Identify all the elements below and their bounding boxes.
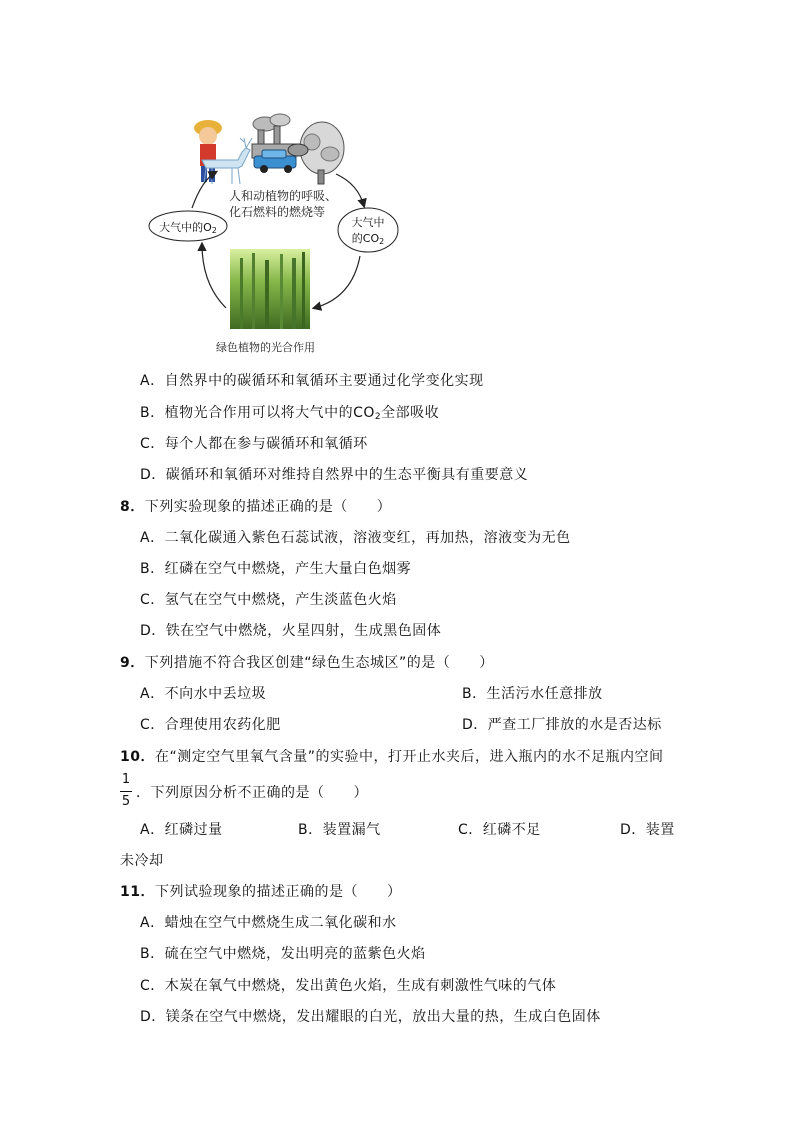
q10-option-d-continued: 未冷却: [120, 853, 164, 869]
process-label-line2: 化石燃料的燃烧等: [229, 205, 326, 219]
fraction-denominator: 5: [121, 794, 131, 809]
carbon-oxygen-cycle-diagram: [140, 108, 400, 358]
q7-option-b-text: B．植物光合作用可以将大气中的CO: [140, 405, 375, 421]
q10-option-d: D．装置: [620, 822, 675, 838]
co2-node-subscript: 2: [379, 237, 385, 246]
q11-option-a: A．蜡烛在空气中燃烧生成二氧化碳和水: [140, 915, 397, 931]
fraction-numerator: 1: [121, 772, 131, 787]
q8-number: 8．: [120, 499, 145, 515]
co2-node-line2: 的CO: [351, 232, 380, 245]
q10-option-c: C．红磷不足: [458, 822, 541, 838]
q7-option-b: [140, 404, 439, 426]
q11-stem: [120, 883, 401, 901]
q11-option-c: C．木炭在氧气中燃烧，发出黄色火焰，生成有刺激性气味的气体: [140, 978, 557, 994]
q7-option-d: D．碳循环和氧循环对维持自然界中的生态平衡具有重要意义: [140, 467, 529, 483]
forest-photo: [230, 249, 310, 329]
q9-number: 9．: [120, 655, 145, 671]
fraction-bar: [120, 791, 132, 792]
arrow-to-co2: [336, 174, 364, 206]
co2-node-line1: 大气中: [351, 216, 385, 229]
q11-number: 11．: [120, 884, 155, 900]
q11-option-b: B．硫在空气中燃烧，发出明亮的蓝紫色火焰: [140, 946, 426, 962]
q11-stem-text: 下列试验现象的描述正确的是（ ）: [154, 884, 402, 900]
q9-option-c: C．合理使用农药化肥: [140, 717, 281, 733]
diagram-caption: 绿色植物的光合作用: [216, 341, 315, 354]
q8-option-c: C．氢气在空气中燃烧，产生淡蓝色火焰: [140, 592, 397, 608]
q7-option-c: C．每个人都在参与碳循环和氧循环: [140, 436, 368, 452]
q9-option-a: A．不向水中丢垃圾: [140, 686, 267, 702]
q8-option-b: B．红磷在空气中燃烧，产生大量白色烟雾: [140, 561, 412, 577]
arrow-plants-to-o2: [202, 244, 226, 308]
o2-node-subscript: 2: [211, 226, 217, 235]
q8-stem-text: 下列实验现象的描述正确的是（ ）: [144, 499, 392, 515]
q8-stem: [120, 498, 391, 516]
q10-stem-continued: ．下列原因分析不正确的是（ ）: [136, 785, 368, 801]
o2-node-label: [150, 219, 226, 235]
q9-stem-text: 下列措施不符合我区创建“绿色生态城区”的是（ ）: [144, 655, 494, 671]
q7-option-a: A．自然界中的碳循环和氧循环主要通过化学变化实现: [140, 373, 484, 389]
arrow-co2-to-plants: [314, 256, 360, 308]
q7-option-b-tail: 全部吸收: [381, 405, 440, 421]
q10-number: 10．: [120, 749, 155, 765]
o2-node-text: 大气中的O: [159, 221, 212, 234]
q10-stem-text: 在“测定空气里氧气含量”的实验中，打开止水夹后，进入瓶内的水不足瓶内空间: [154, 749, 664, 765]
process-label-line1: 人和动植物的呼吸、: [229, 189, 338, 203]
q9-option-d: D．严查工厂排放的水是否达标: [462, 717, 662, 733]
q10-stem: [120, 748, 664, 766]
tree-icon: [288, 122, 344, 184]
q10-option-b: B．装置漏气: [298, 822, 381, 838]
person-icon: [194, 120, 222, 182]
q8-option-a: A．二氧化碳通入紫色石蕊试液，溶液变红，再加热，溶液变为无色: [140, 530, 571, 546]
q8-option-d: D．铁在空气中燃烧，火星四射，生成黑色固体: [140, 623, 442, 639]
q7-option-b-subscript: 2: [374, 412, 382, 422]
q9-option-b: B．生活污水任意排放: [462, 686, 603, 702]
q10-option-a: A．红磷过量: [140, 822, 223, 838]
q9-stem: [120, 654, 494, 672]
co2-node-label: [338, 214, 398, 246]
q11-option-d: D．镁条在空气中燃烧，发出耀眼的白光，放出大量的热，生成白色固体: [140, 1009, 601, 1025]
